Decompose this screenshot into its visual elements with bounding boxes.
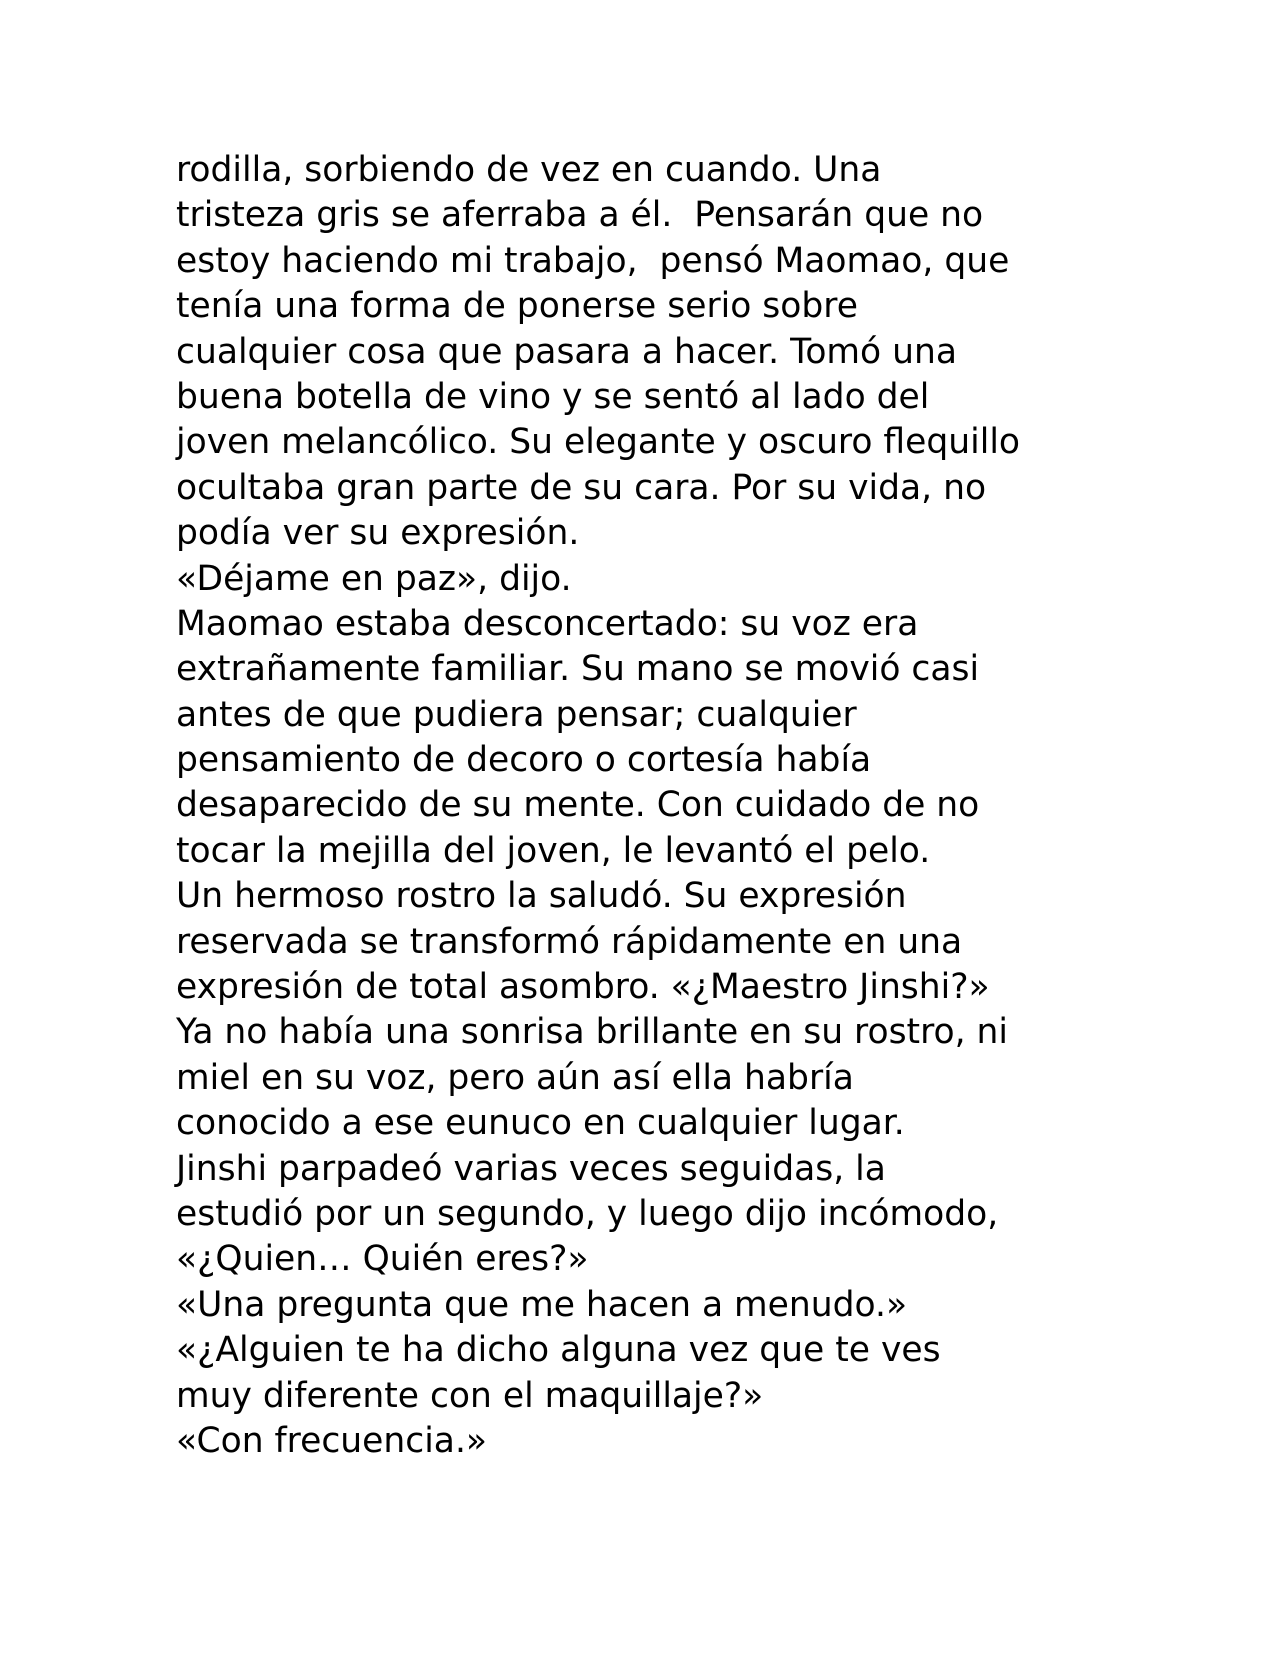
text-line: «Una pregunta que me hacen a menudo.» <box>176 1284 908 1325</box>
text-line: extrañamente familiar. Su mano se movió casi <box>176 649 980 690</box>
text-line: estudió por un segundo, y luego dijo incómodo, <box>176 1193 999 1234</box>
text-line: reservada se transformó rápidamente en una <box>176 921 963 962</box>
text-line: expresión de total asombro. «¿Maestro Jinshi?» <box>176 967 990 1008</box>
text-line: tocar la mejilla del joven, le levantó el pelo. <box>176 830 931 871</box>
text-line: «Déjame en paz», dijo. <box>176 558 572 599</box>
body-text <box>176 148 1176 1464</box>
text-line: joven melancólico. Su elegante y oscuro flequillo <box>176 422 1021 463</box>
text-line: Ya no había una sonrisa brillante en su rostro, ni <box>176 1012 1008 1053</box>
text-line: buena botella de vino y se sentó al lado del <box>176 376 930 417</box>
text-line: Maomao estaba desconcertado: su voz era <box>176 603 919 644</box>
text-line: tristeza gris se aferraba a él. Pensarán que no <box>176 195 984 236</box>
text-line: ocultaba gran parte de su cara. Por su vida, no <box>176 467 987 508</box>
text-line: «¿Quien… Quién eres?» <box>176 1239 589 1280</box>
text-line: cualquier cosa que pasara a hacer. Tomó una <box>176 331 957 372</box>
text-line: desaparecido de su mente. Con cuidado de no <box>176 785 980 826</box>
text-line: muy diferente con el maquillaje?» <box>176 1375 764 1416</box>
text-line: «Con frecuencia.» <box>176 1420 488 1461</box>
text-line: miel en su voz, pero aún así ella habría <box>176 1057 854 1098</box>
text-line: «¿Alguien te ha dicho alguna vez que te ves <box>176 1330 941 1371</box>
text-line: estoy haciendo mi trabajo, pensó Maomao, que <box>176 240 1010 281</box>
text-line: Un hermoso rostro la saludó. Su expresión <box>176 876 907 917</box>
text-line: rodilla, sorbiendo de vez en cuando. Una <box>176 150 882 190</box>
text-line: Jinshi parpadeó varias veces seguidas, la <box>176 1148 886 1189</box>
text-line: conocido a ese eunuco en cualquier lugar. <box>176 1103 905 1144</box>
text-line: pensamiento de decoro o cortesía había <box>176 740 872 781</box>
text-line: antes de que pudiera pensar; cualquier <box>176 694 857 735</box>
text-line: tenía una forma de ponerse serio sobre <box>176 286 858 327</box>
text-line: podía ver su expresión. <box>176 513 580 554</box>
